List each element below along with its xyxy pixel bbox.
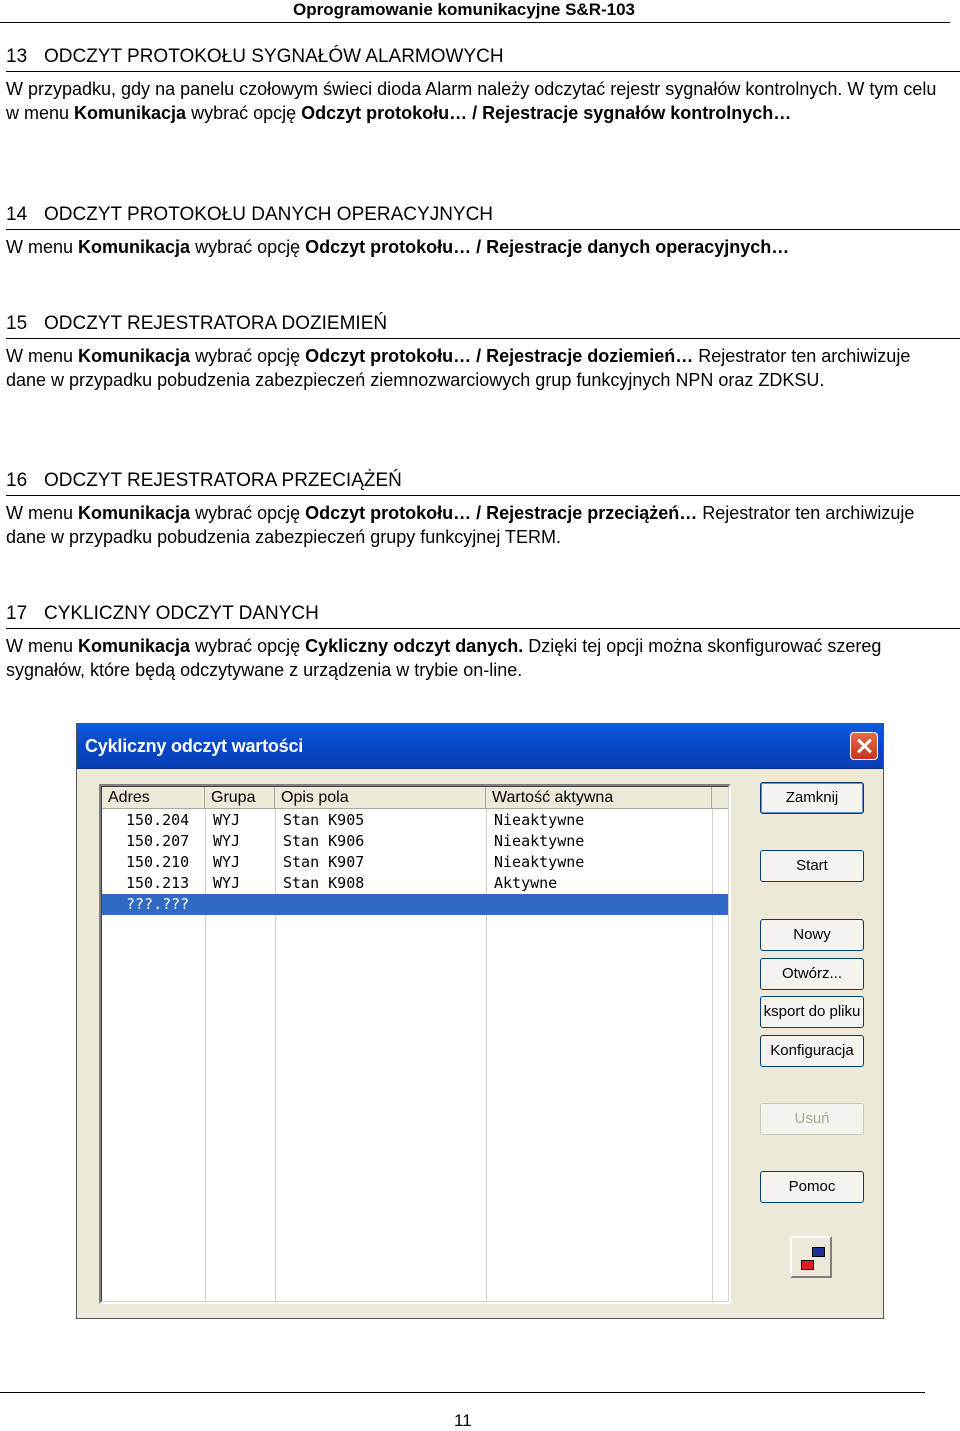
table-row[interactable] xyxy=(102,852,728,873)
section-17 xyxy=(6,603,960,682)
document-title: Oprogramowanie komunikacyjne S&R-103 xyxy=(293,0,635,19)
signal-list[interactable] xyxy=(99,784,731,1304)
table-cell: Aktywne xyxy=(494,874,558,892)
dialog-title-bar[interactable] xyxy=(77,724,883,769)
table-cell: 150.207 xyxy=(126,832,190,850)
delete-button[interactable]: Usuń xyxy=(760,1103,864,1135)
table-cell: WYJ xyxy=(213,874,241,892)
table-cell: WYJ xyxy=(213,853,241,871)
text-run: Dzięki tej opcji można skonfigurować szereg sygnałów, które będą odczytywane z urządzenia w trybie on-line. xyxy=(6,636,882,680)
table-cell: Nieaktywne xyxy=(494,832,585,850)
section-heading: 14 ODCZYT PROTOKOŁU DANYCH OPERACYJNYCH xyxy=(6,204,960,230)
text-run: W menu xyxy=(6,237,79,257)
page-number: 11 xyxy=(454,1411,472,1430)
new-button[interactable]: Nowy xyxy=(760,919,864,951)
section-text xyxy=(6,77,960,125)
column-header-description[interactable]: Opis pola xyxy=(275,787,486,809)
table-cell: WYJ xyxy=(213,832,241,850)
text-run: wybrać opcję xyxy=(190,636,306,656)
text-run: W menu xyxy=(6,503,79,523)
bold-text-run: Komunikacja xyxy=(78,503,191,523)
text-run: W przypadku, gdy na panelu czołowym świeci dioda Alarm należy odczytać rejestr sygnałów kontrolnych. W tym celu w menu xyxy=(6,79,937,123)
bold-text-run: Odczyt protokołu… / Rejestracje doziemień… xyxy=(305,346,694,366)
table-cell xyxy=(209,894,213,915)
table-cell: 150.210 xyxy=(126,853,190,871)
table-cell: Stan K905 xyxy=(283,811,365,829)
status-red-icon xyxy=(801,1260,814,1270)
section-text xyxy=(6,501,960,549)
text-run: Rejestrator ten archiwizuje dane w przypadku pobudzenia zabezpieczeń ziemnozwarciowych grup funkcyjnych NPN oraz ZDKSU. xyxy=(6,346,911,390)
table-cell: 150.213 xyxy=(126,874,190,892)
column-header-filler xyxy=(712,787,728,809)
table-cell: Nieaktywne xyxy=(494,853,585,871)
bold-text-run: Komunikacja xyxy=(74,103,187,123)
table-cell: 150.204 xyxy=(126,811,190,829)
table-cell: Stan K907 xyxy=(283,853,365,871)
section-15 xyxy=(6,313,960,392)
bold-text-run: Cykliczny odczyt danych. xyxy=(305,636,524,656)
section-heading: 13 ODCZYT PROTOKOŁU SYGNAŁÓW ALARMOWYCH xyxy=(6,46,960,72)
table-cell: ???.??? xyxy=(126,895,190,913)
table-cell: WYJ xyxy=(213,811,241,829)
table-cell: Nieaktywne xyxy=(494,811,585,829)
open-button[interactable]: Otwórz... xyxy=(760,958,864,990)
page-header xyxy=(0,0,950,23)
export-to-file-button[interactable]: ksport do pliku xyxy=(760,996,864,1028)
table-cell xyxy=(490,894,494,915)
text-run: W menu xyxy=(6,346,79,366)
section-13 xyxy=(6,46,960,125)
section-heading: 16 ODCZYT REJESTRATORA PRZECIĄŻEŃ xyxy=(6,470,960,496)
section-heading: 17 CYKLICZNY ODCZYT DANYCH xyxy=(6,603,960,629)
status-blue-icon xyxy=(812,1247,825,1257)
status-indicator-icon xyxy=(790,1236,832,1278)
section-text xyxy=(6,235,960,259)
dialog-title: Cykliczny odczyt wartości xyxy=(85,736,304,756)
text-run: Rejestrator ten archiwizuje dane w przypadku pobudzenia zabezpieczeń grupy funkcyjnej TERM. xyxy=(6,503,915,547)
table-cell xyxy=(279,894,283,915)
text-run: wybrać opcję xyxy=(190,346,306,366)
close-button[interactable]: Zamknij xyxy=(760,782,864,814)
column-header-address[interactable]: Adres xyxy=(102,787,205,809)
table-row[interactable] xyxy=(102,831,728,852)
start-button[interactable]: Start xyxy=(760,850,864,882)
section-16 xyxy=(6,470,960,549)
footer-divider xyxy=(0,1392,925,1393)
text-run: wybrać opcję xyxy=(190,237,306,257)
table-row[interactable] xyxy=(102,894,728,915)
column-header-group[interactable]: Grupa xyxy=(205,787,275,809)
table-row[interactable] xyxy=(102,873,728,894)
column-header-active-value[interactable]: Wartość aktywna xyxy=(486,787,712,809)
bold-text-run: Odczyt protokołu… / Rejestracje danych operacyjnych… xyxy=(305,237,790,257)
section-text xyxy=(6,634,960,682)
cyclic-read-dialog xyxy=(76,723,884,1319)
table-cell: Stan K906 xyxy=(283,832,365,850)
close-icon[interactable] xyxy=(850,732,878,760)
text-run: W menu xyxy=(6,636,79,656)
bold-text-run: Komunikacja xyxy=(78,237,191,257)
bold-text-run: Odczyt protokołu… / Rejestracje sygnałów kontrolnych… xyxy=(301,103,792,123)
help-button[interactable]: Pomoc xyxy=(760,1171,864,1203)
section-14 xyxy=(6,204,960,259)
table-cell: Stan K908 xyxy=(283,874,365,892)
bold-text-run: Komunikacja xyxy=(78,346,191,366)
text-run: wybrać opcję xyxy=(190,503,306,523)
bold-text-run: Odczyt protokołu… / Rejestracje przeciążeń… xyxy=(305,503,698,523)
bold-text-run: Komunikacja xyxy=(78,636,191,656)
table-row[interactable] xyxy=(102,810,728,831)
text-run: wybrać opcję xyxy=(186,103,302,123)
section-heading: 15 ODCZYT REJESTRATORA DOZIEMIEŃ xyxy=(6,313,960,339)
configuration-button[interactable]: Konfiguracja xyxy=(760,1035,864,1067)
section-text xyxy=(6,344,960,392)
